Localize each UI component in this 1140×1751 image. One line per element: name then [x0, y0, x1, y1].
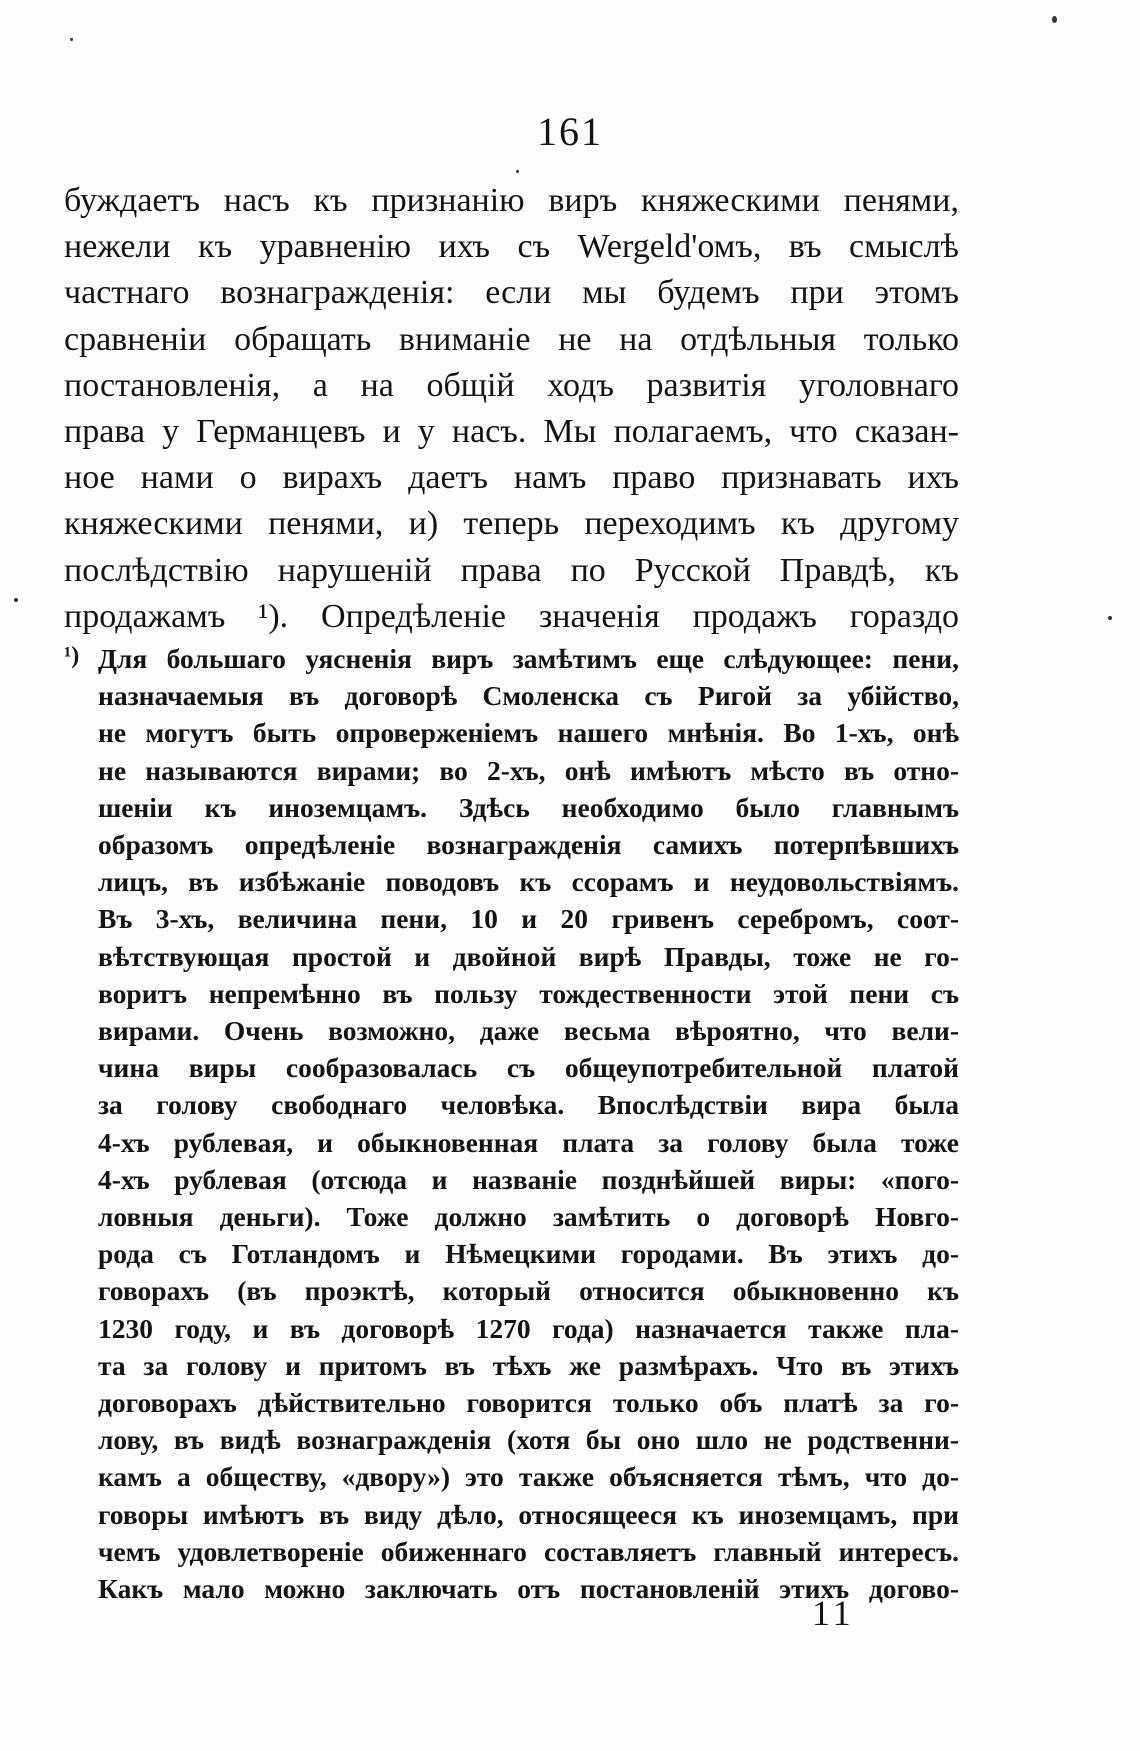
footnote-line-1 — [64, 640, 959, 677]
footnote-line-6: образомъ опредѣленіе вознагражденія самихъ потерпѣвшихъ — [98, 829, 959, 861]
main-line-4: сравненіи обращать вниманіе не на отдѣльныя только — [64, 320, 959, 358]
print-speck — [14, 598, 18, 602]
footnote-line-10: воритъ непремѣнно въ пользу тождественности этой пени съ — [98, 977, 959, 1009]
footnote-line-8: Въ 3-хъ, величина пени, 10 и 20 гривенъ серебромъ, соот- — [98, 903, 959, 935]
print-speck — [516, 170, 519, 173]
footnote-line-26: Какъ мало можно заключать отъ постановленій этихъ догово- — [98, 1573, 959, 1605]
footnote-line-3: не могутъ быть опроверженіемъ нашего мнѣнія. Во 1-хъ, онѣ — [98, 717, 959, 749]
main-line-8: княжескими пенями, и) теперь переходимъ къ другому — [64, 505, 959, 543]
page-number: 161 — [537, 109, 603, 154]
footnote-line-23: камъ а обществу, «двору») это также объясняется тѣмъ, что до- — [98, 1461, 959, 1493]
main-line-5: постановленія, а на общій ходъ развитія уголовнаго — [64, 366, 959, 404]
main-line-9: послѣдствію нарушеній права по Русской Правдѣ, къ — [64, 551, 959, 589]
footnote-line-1-text: Для большаго уясненія виръ замѣтимъ еще слѣдующее: пени, — [98, 643, 959, 674]
main-text — [64, 178, 959, 640]
footnote-line-24: говоры имѣютъ въ виду дѣло, относящееся къ иноземцамъ, при — [98, 1498, 959, 1530]
main-line-7: ное нами о вирахъ даетъ намъ право признавать ихъ — [64, 459, 959, 497]
footnote-line-11: вирами. Очень возможно, даже весьма вѣроятно, что вели- — [98, 1015, 959, 1047]
main-line-1: буждаетъ насъ къ признанію виръ княжескими пенями, — [64, 182, 959, 219]
signature-mark: 11 — [812, 1593, 855, 1633]
print-speck — [1052, 16, 1057, 23]
footnote-line-13: за голову свободнаго человѣка. Впослѣдствіи вира была — [98, 1089, 959, 1121]
footnote-line-25: чемъ удовлетвореніе обиженнаго составляетъ главный интересъ. — [98, 1535, 959, 1567]
footnote-marker: ¹) — [64, 643, 80, 669]
footnote-line-7: лицъ, въ избѣжаніе поводовъ къ ссорамъ и неудовольствіямъ. — [98, 866, 959, 898]
footnote-line-5: шеніи къ иноземцамъ. Здѣсь необходимо было главнымъ — [98, 791, 959, 823]
print-speck — [1108, 616, 1112, 620]
footnote-line-17: рода съ Готландомъ и Нѣмецкими городами. Въ этихъ до- — [98, 1238, 959, 1270]
footnote-line-15: 4-хъ рублевая (отсюда и названіе позднѣйшей виры: «пого- — [98, 1163, 959, 1195]
footnote-line-19: 1230 году, и въ договорѣ 1270 года) назначается также пла- — [98, 1312, 959, 1344]
footnote-line-18: говорахъ (въ проэктѣ, который относится обыкновенно къ — [98, 1275, 959, 1307]
main-line-10: продажамъ ¹). Опредѣленіе значенія продажъ гораздо — [64, 597, 959, 635]
print-speck — [70, 38, 73, 41]
main-line-6: права у Германцевъ и у насъ. Мы полагаемъ, что сказан- — [64, 413, 959, 451]
footnote-line-16: ловныя деньги). Тоже должно замѣтить о договорѣ Новго- — [98, 1201, 959, 1233]
footnote-line-21: договорахъ дѣйствительно говорится только объ платѣ за го- — [98, 1387, 959, 1419]
footnote — [64, 640, 959, 1607]
footnote-line-12: чина виры сообразовалась съ общеупотребительной платой — [98, 1052, 959, 1084]
main-line-3: частнаго вознагражденія: если мы будемъ при этомъ — [64, 274, 959, 312]
footnote-line-22: лову, въ видѣ вознагражденія (хотя бы оно шло не родственни- — [98, 1424, 959, 1456]
footnote-line-4: не называются вирами; во 2-хъ, онѣ имѣютъ мѣсто въ отно- — [98, 754, 959, 786]
footnote-line-20: та за голову и притомъ въ тѣхъ же размѣрахъ. Что въ этихъ — [98, 1349, 959, 1381]
footnote-line-9: вѣтствующая простой и двойной вирѣ Правды, тоже не го- — [98, 940, 959, 972]
main-line-2: нежели къ уравненію ихъ съ Wergeld'омъ, въ смыслѣ — [64, 228, 959, 266]
footnote-line-2: назначаемыя въ договорѣ Смоленска съ Ригой за убійство, — [98, 680, 959, 712]
footnote-line-14: 4-хъ рублевая, и обыкновенная плата за голову была тоже — [98, 1126, 959, 1158]
